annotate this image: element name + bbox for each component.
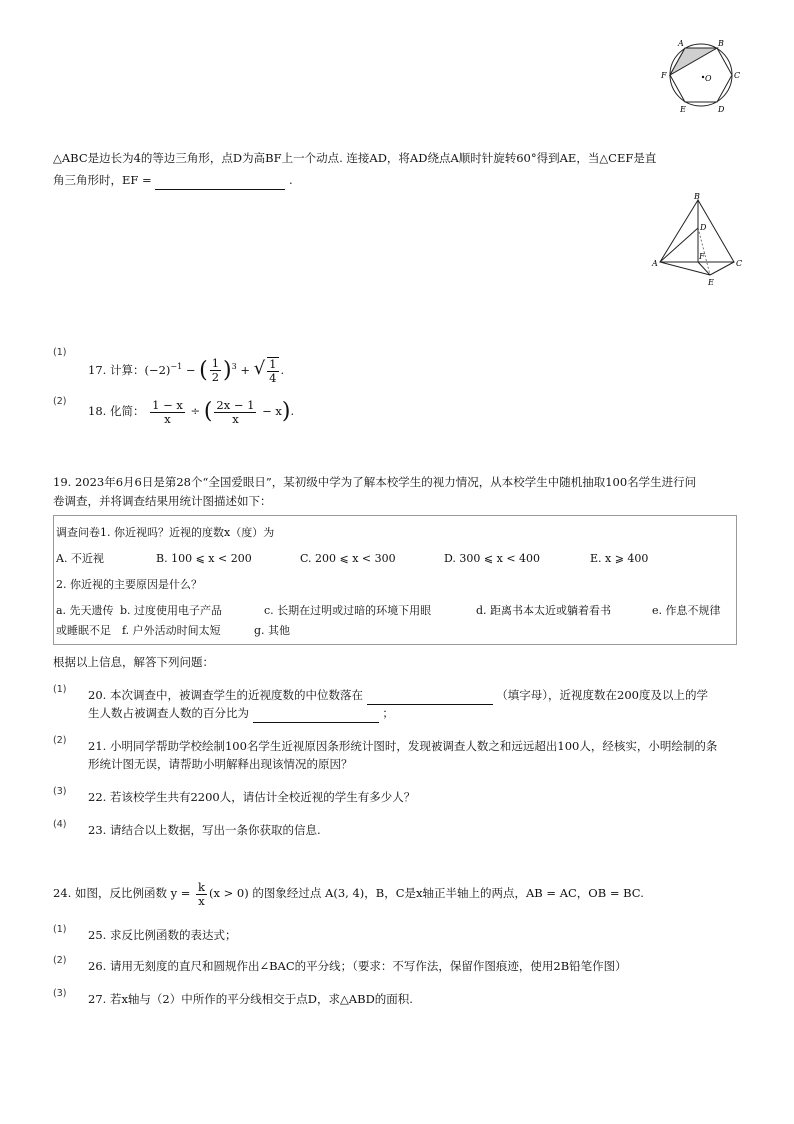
label-b: B: [694, 192, 700, 201]
q17-fraction: $\frac{1}{2}$: [211, 356, 220, 385]
q17-exp1: −1: [170, 362, 183, 371]
reason-d: d. 距离书本太近或躺着看书: [476, 604, 612, 617]
q18-tail: − x: [262, 404, 282, 418]
q15-line2: [53, 170, 293, 190]
q20-answer-blank-2[interactable]: [253, 710, 379, 723]
survey-options-1: [56, 550, 732, 566]
q26-text: 26. 请用无刻度的直尺和圆规作出∠BAC的平分线；（要求：不写作法，保留作图痕迹，使用2B铅笔作图）: [88, 959, 627, 973]
q19-line1: 19. 2023年6月6日是第28个“全国爱眼日”，某初级中学为了解本校学生的视力情况，从本校学生中随机抽取100名学生进行问: [53, 475, 697, 489]
q17-part-label: (1): [53, 347, 67, 358]
reason-c: c. 长期在过明或过暗的环境下用眼: [264, 604, 432, 617]
survey-options-2a: [56, 602, 721, 618]
survey-box: [53, 515, 737, 645]
q23-text: 23. 请结合以上数据，写出一条你获取的信息.: [88, 823, 321, 837]
label-o: O: [705, 74, 712, 83]
q17-expression: 17. 计算：$(-2)^{-1}$ − ( $\frac{1}{2}$ )$^3$ + √ $\frac{1}{4}$ .: [88, 356, 285, 385]
reason-g: g. 其他: [254, 624, 291, 637]
q18-fraction1: $\frac{1 - x}{x}$: [152, 397, 183, 426]
label-c: C: [736, 259, 743, 268]
q15-line1: [53, 148, 656, 168]
label-d: D: [718, 105, 725, 114]
label-a: A: [678, 39, 684, 48]
label-c: C: [734, 71, 741, 80]
q22-text: 22. 若该校学生共有2200人，请估计全校近视的学生有多少人？: [88, 790, 416, 804]
q17-lead: 17. 计算：(−2): [88, 362, 171, 377]
label-a: A: [652, 259, 658, 268]
hexagon-circle-figure: [658, 36, 748, 118]
q19-line2: 卷调查，并将调查结果用统计图描述如下：: [53, 494, 272, 508]
q17-root-sign: √: [253, 357, 266, 379]
q21-line1: 21. 小明同学帮助学校绘制100名学生近视原因条形统计图时，发现被调查人数之和远远超出100人，经核实，小明绘制的条: [88, 739, 718, 753]
survey-title: 调查问卷1. 你近视吗？近视的度数x（度）为: [56, 526, 275, 539]
q24-fraction: $\frac{k}{x}$: [198, 879, 206, 908]
option-d: D. 300 ⩽ x < 400: [444, 552, 541, 565]
q17-minus: −: [185, 362, 196, 377]
q18-lead: 18. 化简：: [88, 404, 145, 418]
q19-intro: 根据以上信息，解答下列问题：: [53, 655, 214, 669]
q20-line1: 20. 本次调查中，被调查学生的近视度数的中位数落在 （填字母），近视度数在200度及以上的学: [88, 685, 708, 705]
q18-div: ÷: [190, 404, 201, 418]
survey-question-2: 2. 你近视的主要原因是什么？: [56, 578, 202, 591]
q17-plus: +: [240, 362, 251, 377]
q27-text: 27. 若x轴与（2）中所作的平分线相交于点D，求△ABD的面积.: [88, 992, 413, 1006]
reason-e: e. 作息不规律: [652, 604, 721, 617]
q17-exp3: 3: [231, 362, 237, 371]
triangle-figure: [650, 192, 746, 292]
q15-text-a: △ABC是边长为4的等边三角形，点D为高BF上一个动点. 连接AD，将AD绕点A顺时针旋转60°得到AE，当△CEF是直: [53, 151, 657, 165]
label-e: E: [708, 278, 714, 287]
q20-part-label: (1): [53, 684, 67, 695]
q20-line2: 生人数占被调查人数的百分比为 ；: [88, 703, 394, 723]
reason-a: a. 先天遗传: [56, 604, 114, 617]
label-e: E: [680, 105, 686, 114]
label-f: F: [661, 71, 667, 80]
q17-root-fraction: $\frac{1}{4}$: [269, 356, 277, 385]
q24-text: 24. 如图，反比例函数 y = $\frac{k}{x}$ (x > 0) 的图象经过点 A(3, 4)，B，C是x轴正半轴上的两点，AB = AC，OB = BC.: [53, 879, 644, 908]
q18-expression: 18. 化简： $\frac{1 - x}{x}$ ÷ ( $\frac{2x - 1}{x}$ − x).: [88, 397, 295, 426]
q25-text: 25. 求反比例函数的表达式；: [88, 928, 237, 942]
q22-part-label: (3): [53, 786, 67, 797]
option-e: E. x ⩾ 400: [590, 552, 649, 565]
q23-part-label: (4): [53, 819, 67, 830]
q21-line2: 形统计图无误，请帮助小明解释出现该情况的原因？: [88, 757, 353, 771]
q25-part-label: (1): [53, 924, 67, 935]
q18-fraction2: $\frac{2x - 1}{x}$: [216, 397, 255, 426]
label-f: F: [699, 252, 705, 261]
reason-b: b. 过度使用电子产品: [120, 604, 223, 617]
q15-text-end: .: [288, 173, 293, 187]
q21-part-label: (2): [53, 735, 67, 746]
q27-part-label: (3): [53, 988, 67, 999]
option-c: C. 200 ⩽ x < 300: [300, 552, 396, 565]
option-a: A. 不近视: [56, 552, 104, 565]
label-d: D: [700, 223, 707, 232]
q26-part-label: (2): [53, 955, 67, 966]
q15-answer-blank[interactable]: [155, 177, 285, 190]
reason-f: f. 户外活动时间太短: [122, 624, 221, 637]
survey-options-2b: [56, 622, 290, 638]
reason-e-cont: 或睡眠不足: [56, 624, 111, 637]
q18-part-label: (2): [53, 396, 67, 407]
option-b: B. 100 ⩽ x < 200: [156, 552, 252, 565]
label-b: B: [718, 39, 724, 48]
q15-text-b: 角三角形时，EF =: [53, 173, 152, 187]
